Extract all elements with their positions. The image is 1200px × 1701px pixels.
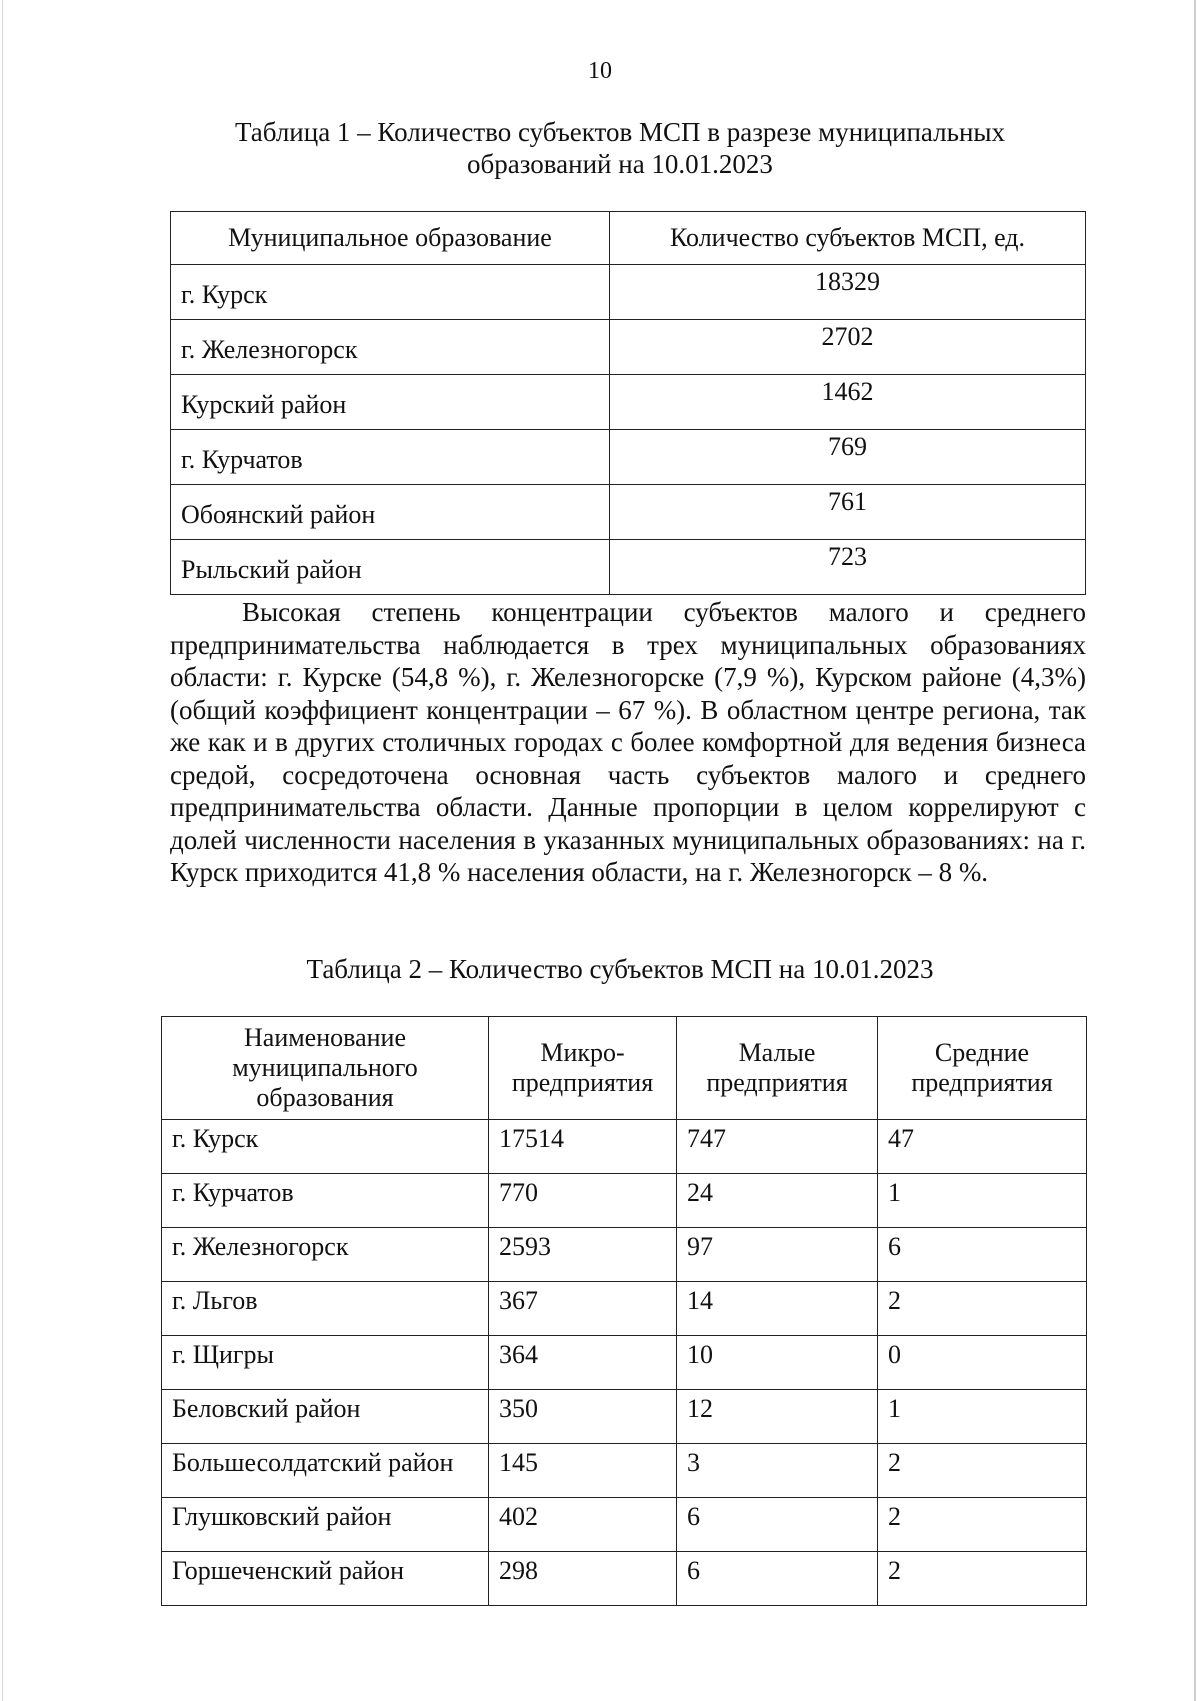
table1-cell-name: г. Курчатов — [171, 430, 610, 485]
table1-cell-count: 18329 — [610, 265, 1086, 320]
table1-cell-name: Рыльский район — [171, 540, 610, 595]
table1-cell-name: г. Железногорск — [171, 320, 610, 375]
table1-cell-count: 1462 — [610, 375, 1086, 430]
table2-cell-medium: 6 — [878, 1228, 1087, 1282]
table2-cell-medium: 1 — [878, 1390, 1087, 1444]
table1-caption-line1: Таблица 1 – Количество субъектов МСП в разрезе муниципальных — [234, 117, 1006, 147]
table2-cell-micro: 770 — [489, 1174, 677, 1228]
table2-caption: Таблица 2 – Количество субъектов МСП на 10.01.2023 — [306, 954, 934, 984]
table1-header-municipality: Муниципальное образование — [171, 212, 610, 265]
body-paragraph — [170, 596, 1086, 889]
header-line: предприятия — [706, 1068, 848, 1097]
table2-cell-small: 10 — [677, 1336, 878, 1390]
header-line: Микро- — [540, 1038, 625, 1067]
table1-cell-name: Курский район — [171, 375, 610, 430]
header-line: Наименование — [244, 1023, 406, 1052]
table2-cell-medium: 2 — [878, 1498, 1087, 1552]
table2-cell-medium: 0 — [878, 1336, 1087, 1390]
table2-cell-small: 14 — [677, 1282, 878, 1336]
table-row — [162, 1282, 1087, 1336]
table2-cell-name: г. Курчатов — [162, 1174, 489, 1228]
table2-cell-small: 6 — [677, 1498, 878, 1552]
table2-cell-micro: 364 — [489, 1336, 677, 1390]
table2-cell-small: 12 — [677, 1390, 878, 1444]
table-row — [162, 1390, 1087, 1444]
header-line: предприятия — [511, 1068, 654, 1097]
header-line: образования — [256, 1083, 394, 1112]
table-row — [162, 1228, 1087, 1282]
table2-cell-micro: 350 — [489, 1390, 677, 1444]
table2-cell-medium: 47 — [878, 1120, 1087, 1174]
table2-cell-name: г. Курск — [162, 1120, 489, 1174]
table2-header-medium — [878, 1017, 1087, 1120]
table2-header-row — [162, 1017, 1087, 1120]
table2-cell-micro: 298 — [489, 1552, 677, 1606]
table2-cell-micro: 2593 — [489, 1228, 677, 1282]
table1 — [170, 211, 1086, 595]
table-row — [162, 1336, 1087, 1390]
table2-header-municipality — [162, 1017, 489, 1120]
table2-cell-small: 97 — [677, 1228, 878, 1282]
header-line: предприятия — [911, 1068, 1053, 1097]
table-row — [162, 1498, 1087, 1552]
table-row — [162, 1444, 1087, 1498]
table2-cell-small: 3 — [677, 1444, 878, 1498]
scan-edge-left — [2, 0, 3, 1701]
table2-cell-micro: 367 — [489, 1282, 677, 1336]
table2-cell-small: 6 — [677, 1552, 878, 1606]
table2-cell-micro: 17514 — [489, 1120, 677, 1174]
table1-cell-name: Обоянский район — [171, 485, 610, 540]
table2-cell-small: 24 — [677, 1174, 878, 1228]
table2-cell-name: г. Щигры — [162, 1336, 489, 1390]
table2-cell-medium: 1 — [878, 1174, 1087, 1228]
table1-caption-line2: образований на 10.01.2023 — [467, 149, 773, 179]
table1-header-count: Количество субъектов МСП, ед. — [610, 212, 1086, 265]
table2-cell-name: Горшеченский район — [162, 1552, 489, 1606]
header-line: Малые — [738, 1038, 816, 1067]
table2-cell-medium: 2 — [878, 1282, 1087, 1336]
table2-cell-name: Беловский район — [162, 1390, 489, 1444]
table2-header-small — [677, 1017, 878, 1120]
table-row — [171, 320, 1086, 375]
table1-cell-count: 2702 — [610, 320, 1086, 375]
table1-cell-count: 769 — [610, 430, 1086, 485]
table-row — [171, 540, 1086, 595]
table1-cell-count: 723 — [610, 540, 1086, 595]
table2-cell-name: Большесолдатский район — [162, 1444, 489, 1498]
page-number: 10 — [588, 58, 612, 84]
table2-cell-micro: 145 — [489, 1444, 677, 1498]
table2-cell-medium: 2 — [878, 1444, 1087, 1498]
table2-cell-name: Глушковский район — [162, 1498, 489, 1552]
table2 — [161, 1016, 1087, 1606]
table2-cell-medium: 2 — [878, 1552, 1087, 1606]
table-row — [171, 375, 1086, 430]
table2-header-micro — [489, 1017, 677, 1120]
header-line: Средние — [934, 1038, 1030, 1067]
table-row — [162, 1120, 1087, 1174]
table1-header-row — [171, 212, 1086, 265]
table2-cell-name: г. Железногорск — [162, 1228, 489, 1282]
table-row — [162, 1174, 1087, 1228]
table2-cell-micro: 402 — [489, 1498, 677, 1552]
table-row — [162, 1552, 1087, 1606]
table1-cell-count: 761 — [610, 485, 1086, 540]
body-paragraph-text: Высокая степень концентрации субъектов малого и среднего предпринимательства наблюдается в трех муниципальных образованиях области: г. Курске (54,8 %), г. Железногорске (7,9 %), Курском районе (4,3%) (общий коэффициент концентрации – 67 %). В областном центре региона, так же как и в других столичных городах с более комфортной для ведения бизнеса средой, сосредоточена основная часть субъектов малого и среднего предпринимательства области. Данные пропорции в целом коррелируют с долей численности населения в указанных муниципальных образованиях: на г. Курск приходится 41,8 % населения области, на г. Железногорск – 8 %. — [170, 597, 1086, 887]
table2-cell-name: г. Льгов — [162, 1282, 489, 1336]
table1-cell-name: г. Курск — [171, 265, 610, 320]
table-row — [171, 485, 1086, 540]
table-row — [171, 430, 1086, 485]
header-line: муниципального — [232, 1053, 418, 1082]
table2-cell-small: 747 — [677, 1120, 878, 1174]
table1-caption — [160, 116, 1080, 180]
scan-edge-right — [1194, 0, 1196, 1701]
table-row — [171, 265, 1086, 320]
